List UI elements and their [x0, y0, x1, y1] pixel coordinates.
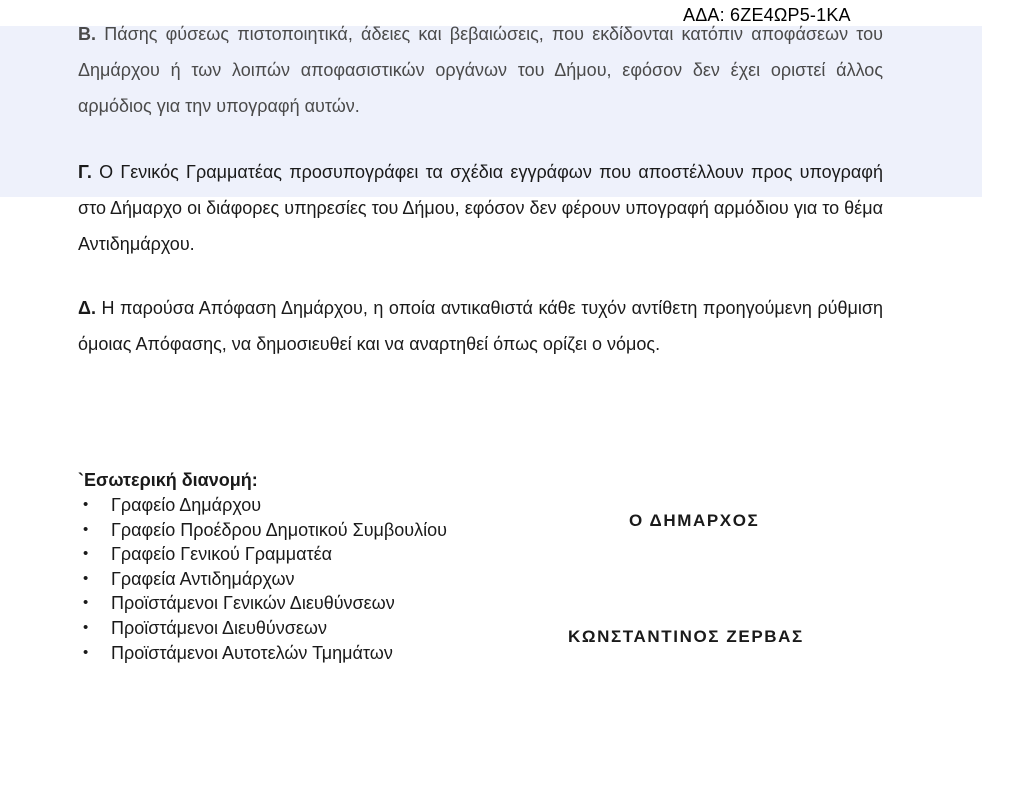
list-item	[78, 493, 548, 518]
signature-title: Ο ΔΗΜΑΡΧΟΣ	[629, 511, 760, 530]
list-item-label: Προϊστάμενοι Διευθύνσεων	[111, 617, 327, 638]
distribution-title: `Εσωτερική διανομή:	[78, 470, 258, 490]
paragraph-d-label: Δ.	[78, 298, 96, 318]
list-item-label: Γραφείο Προέδρου Δημοτικού Συμβουλίου	[111, 519, 447, 540]
distribution-list	[78, 493, 548, 665]
paragraph-d-text: Η παρούσα Απόφαση Δημάρχου, η οποία αντικαθιστά κάθε τυχόν αντίθετη προηγούμενη ρύθμιση όμοιας Απόφασης, να δημοσιευθεί και να αναρτηθεί όπως ορίζει ο νόμος.	[78, 298, 883, 354]
list-item-label: Προϊστάμενοι Αυτοτελών Τμημάτων	[111, 642, 393, 663]
bullet-icon: •	[83, 643, 89, 661]
paragraph-c-text: Ο Γενικός Γραμματέας προσυπογράφει τα σχέδια εγγράφων που αποστέλλουν προς υπογραφή στο Δήμαρχο οι διάφορες υπηρεσίες του Δήμου, εφόσον δεν φέρουν υπογραφή αρμόδιου για το θέμα Αντιδημάρχου.	[78, 162, 883, 254]
paragraph-d	[78, 290, 883, 362]
list-item	[78, 641, 548, 666]
bullet-icon: •	[83, 618, 89, 636]
list-item-label: Γραφείο Γενικού Γραμματέα	[111, 544, 333, 565]
paragraph-b-label: Β.	[78, 24, 96, 44]
list-item	[78, 542, 548, 567]
list-item	[78, 567, 548, 592]
bullet-icon: •	[83, 520, 89, 538]
internal-distribution	[78, 468, 548, 665]
list-item	[78, 591, 548, 616]
bullet-icon: •	[83, 545, 89, 563]
list-item	[78, 518, 548, 543]
list-item-label: Γραφείο Δημάρχου	[111, 495, 262, 515]
bullet-icon: •	[83, 496, 89, 513]
paragraph-c-label: Γ.	[78, 162, 92, 182]
paragraph-c	[78, 154, 883, 262]
list-item-label: Γραφεία Αντιδημάρχων	[111, 568, 295, 589]
bullet-icon: •	[83, 569, 89, 587]
signature-name: ΚΩΝΣΤΑΝΤΙΝΟΣ ΖΕΡΒΑΣ	[568, 627, 804, 646]
paragraph-b	[78, 16, 883, 124]
list-item-label: Προϊστάμενοι Γενικών Διευθύνσεων	[111, 593, 395, 614]
list-item	[78, 616, 548, 641]
paragraph-b-text: Πάσης φύσεως πιστοποιητικά, άδειες και βεβαιώσεις, που εκδίδονται κατόπιν αποφάσεων του Δημάρχου ή των λοιπών αποφασιστικών οργάνων του Δήμου, εφόσον δεν έχει οριστεί άλλος αρμόδιος για την υπογραφή αυτών.	[78, 24, 883, 116]
ada-header: ΑΔΑ: 6ΖΕ4ΩΡ5-1ΚΑ	[683, 5, 851, 25]
bullet-icon: •	[83, 594, 89, 612]
